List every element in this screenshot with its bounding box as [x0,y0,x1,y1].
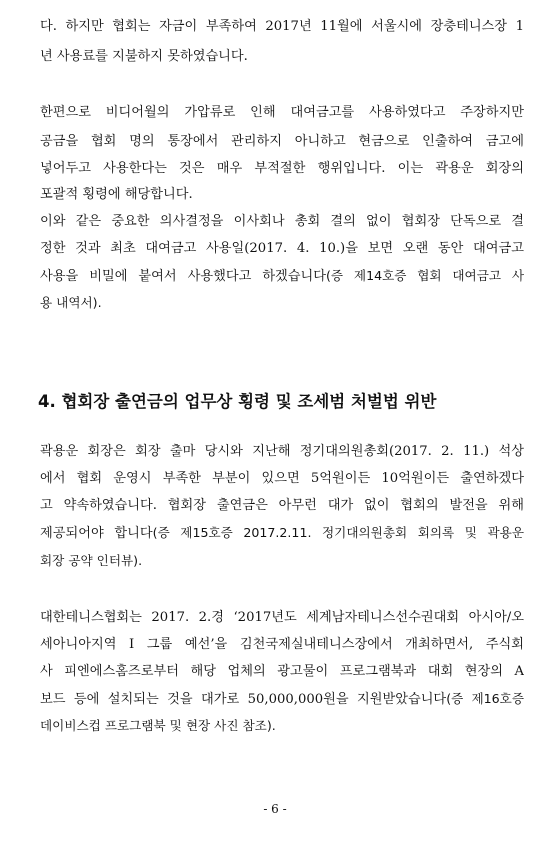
para2-line3: 넣어두고 사용한다는 것은 매우 부적절한 행위입니다. 이는 곽용운 회장의 [40,161,524,176]
evidence-14-reference: (증 제14호증 협회 대여금고 사 [326,268,524,283]
para3-line3 [40,267,524,286]
para5-line2: 세아니아지역 I 그룹 예선’을 김천국제실내테니스장에서 개최하면서, 주식회 [40,637,524,652]
para4-line4-text: 제공되어야 합니다 [40,526,153,541]
para3-line2: 정한 것과 최초 대여금고 사용일(2017. 4. 10.)을 보면 오랜 동안 대여금고 [40,241,524,256]
para4-line3: 고 약속하였습니다. 협회장 출연금은 아무런 대가 없이 협회의 발전을 위해 [40,498,524,513]
section-heading: 4. 협회장 출연금의 업무상 횡령 및 조세범 처벌법 위반 [38,392,437,411]
para3-line4: 용 내역서). [40,295,102,310]
para5-line4-text: 보드 등에 설치되는 것을 대가로 50,000,000원을 지원받았습니다 [40,692,447,707]
para4-line5: 회장 공약 인터뷰). [40,553,143,568]
para2-line4: 포괄적 횡령에 해당합니다. [40,187,193,202]
para1-line1: 다. 하지만 협회는 자금이 부족하여 2017년 11월에 서울시에 장충테니스장 1 [40,19,524,34]
para3-line1: 이와 같은 중요한 의사결정을 이사회나 총회 결의 없이 협회장 단독으로 결 [40,214,524,229]
para5-line3: 사 피엔에스홈즈로부터 해당 업체의 광고물이 프로그램북과 대회 현장의 A [40,664,524,679]
para1-line2: 년 사용료를 지불하지 못하였습니다. [40,49,248,64]
page-number: - 6 - [263,802,287,816]
para4-line2: 에서 협회 운영시 부족한 부분이 있으면 5억원이든 10억원이든 출연하겠다 [40,471,524,486]
para5-line1: 대한테니스협회는 2017. 2.경 ‘2017년도 세계남자테니스선수권대회 아시아/오 [40,610,524,625]
para4-line1: 곽용운 회장은 회장 출마 당시와 지난해 정기대의원총회(2017. 2. 11.) 석상 [40,444,524,459]
evidence-16-reference: (증 제16호증 [446,691,524,706]
para5-line5: 데이비스컵 프로그램북 및 현장 사진 참조). [40,718,276,733]
para3-line3-text: 사용을 비밀에 붙여서 사용했다고 하겠습니다 [40,269,327,284]
evidence-15-reference: (증 제15호증 2017.2.11. 정기대의원총회 회의록 및 곽용운 [152,525,524,540]
para2-line1: 한편으로 비디어월의 가압류로 인해 대여금고를 사용하였다고 주장하지만 [40,105,524,120]
para4-line4 [40,524,524,543]
para2-line2: 공금을 협회 명의 통장에서 관리하지 아니하고 현금으로 인출하여 금고에 [40,134,524,149]
para5-line4 [40,690,524,709]
